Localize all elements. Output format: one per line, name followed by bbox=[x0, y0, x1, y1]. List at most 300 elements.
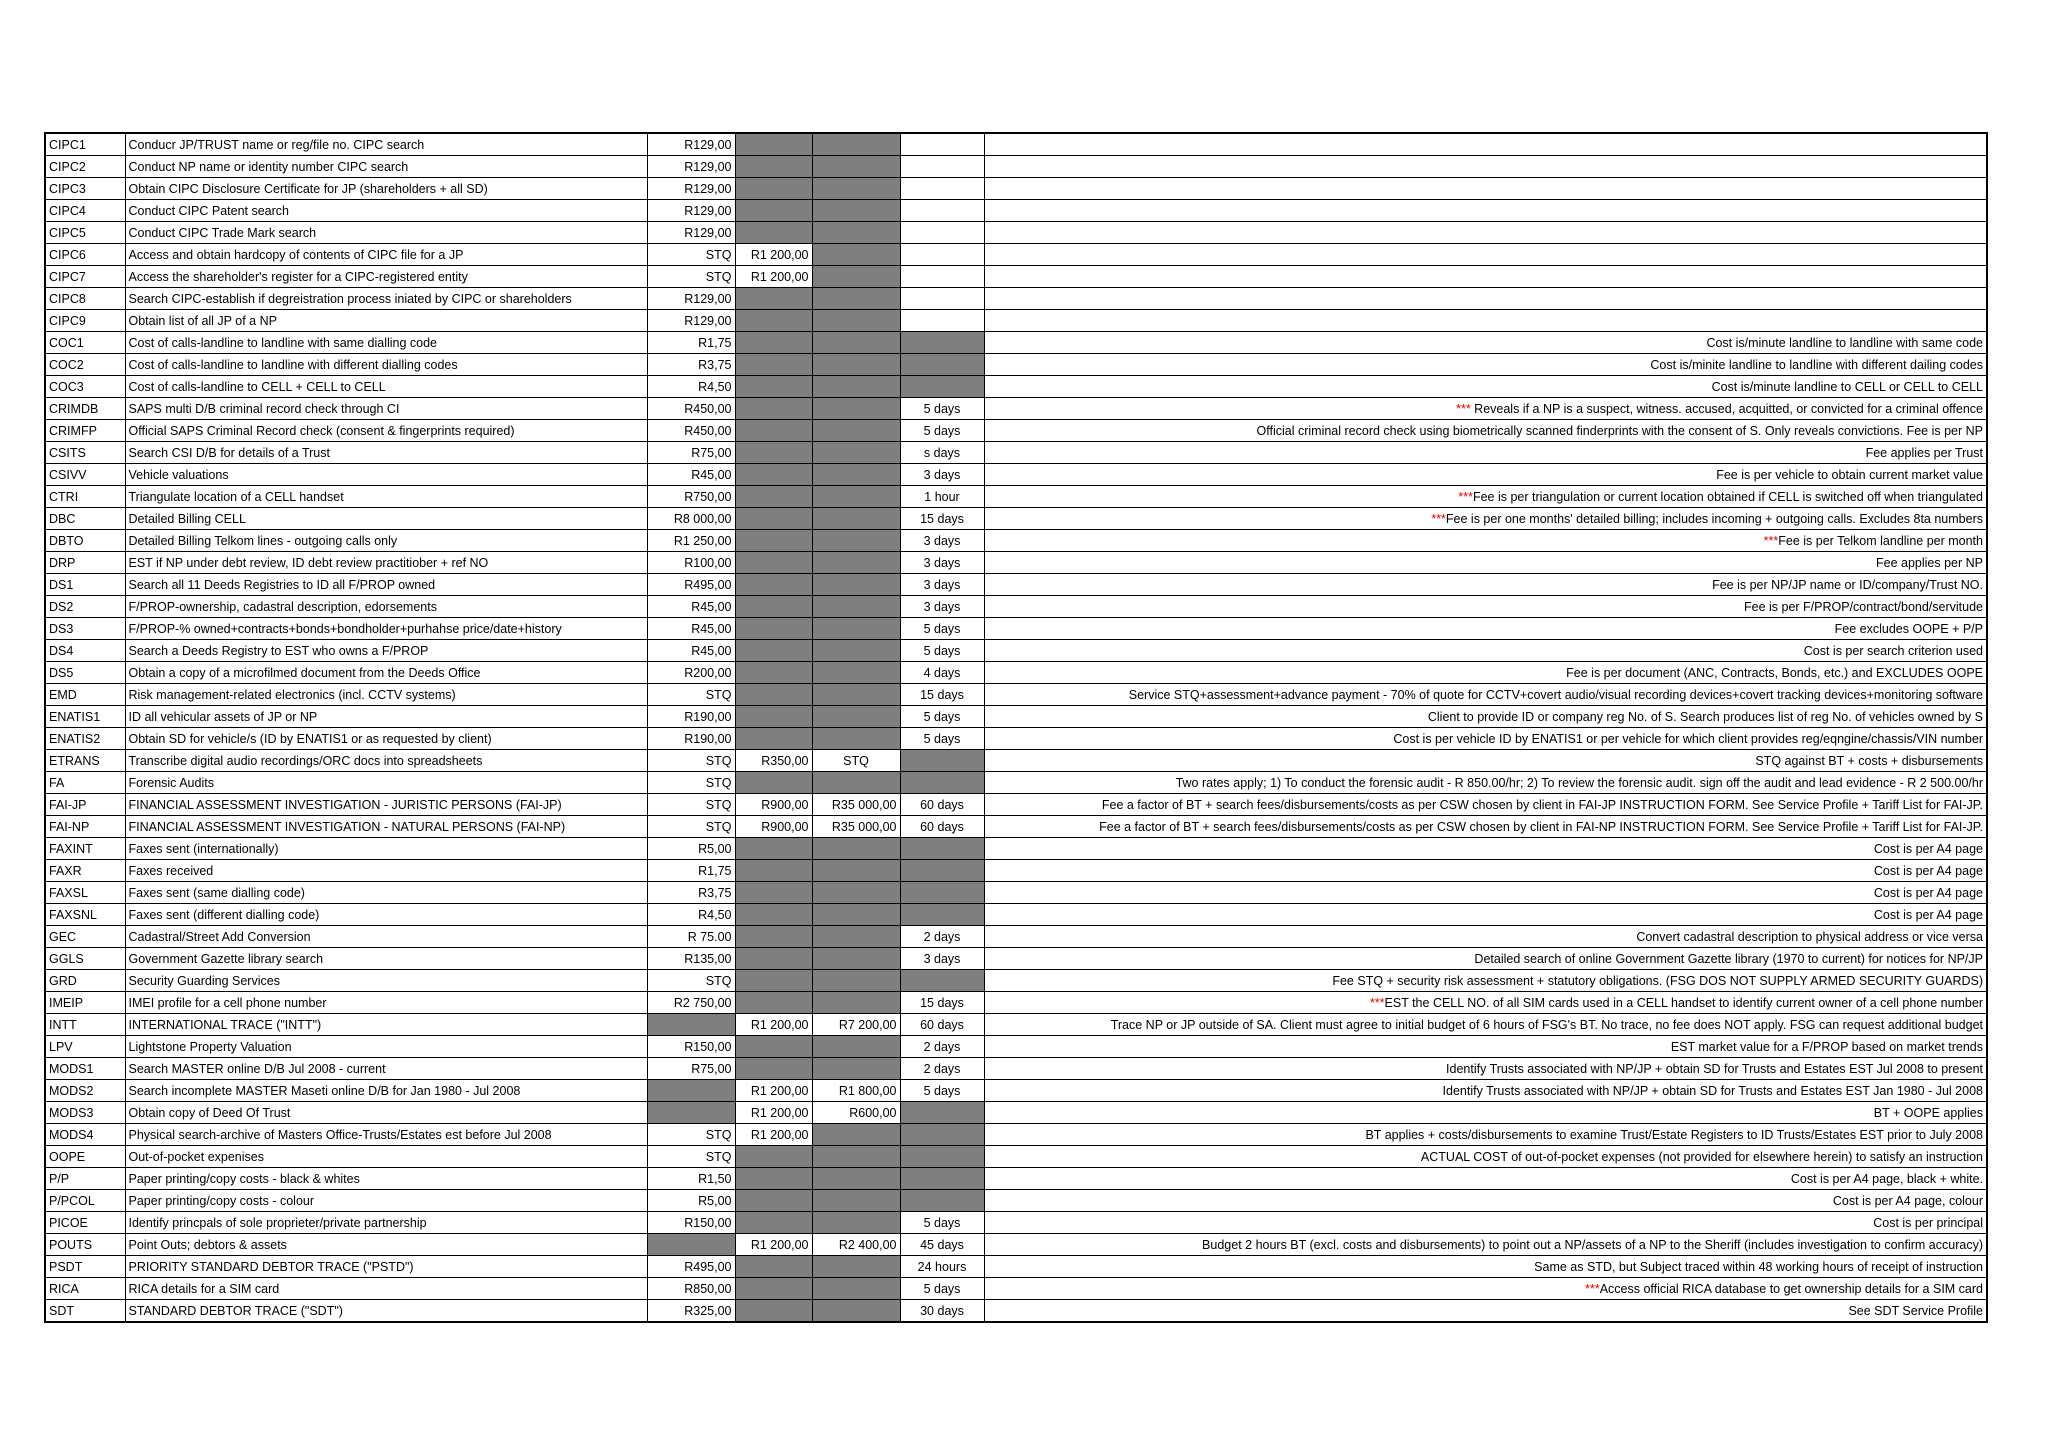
cell-rate: R150,00 bbox=[647, 1036, 735, 1058]
cell-turnaround bbox=[900, 133, 984, 156]
cell-rate-2 bbox=[735, 1212, 812, 1234]
cell-rate: STQ bbox=[647, 266, 735, 288]
cell-turnaround bbox=[900, 772, 984, 794]
cell-rate-2 bbox=[735, 398, 812, 420]
cell-note bbox=[984, 1058, 1987, 1080]
cell-note bbox=[984, 552, 1987, 574]
cell-turnaround bbox=[900, 1146, 984, 1168]
note-text: Convert cadastral description to physical address or vice versa bbox=[1636, 929, 1983, 944]
note-text: Fee is per document (ANC, Contracts, Bonds, etc.) and EXCLUDES OOPE bbox=[1566, 665, 1983, 680]
table-row bbox=[45, 332, 1987, 354]
table-row bbox=[45, 244, 1987, 266]
cell-code: CIPC9 bbox=[45, 310, 125, 332]
cell-description: F/PROP-% owned+contracts+bonds+bondholder+purhahse price/date+history bbox=[125, 618, 647, 640]
table-row bbox=[45, 706, 1987, 728]
table-row bbox=[45, 530, 1987, 552]
cell-rate: R75,00 bbox=[647, 1058, 735, 1080]
cell-rate-3: R1 800,00 bbox=[812, 1080, 900, 1102]
cell-description: Detailed Billing CELL bbox=[125, 508, 647, 530]
cell-code: DS3 bbox=[45, 618, 125, 640]
cell-rate: R75,00 bbox=[647, 442, 735, 464]
cell-note bbox=[984, 618, 1987, 640]
cell-code: CSIVV bbox=[45, 464, 125, 486]
note-text: Fee is per vehicle to obtain current market value bbox=[1716, 467, 1983, 482]
cell-rate: R3,75 bbox=[647, 882, 735, 904]
cell-turnaround: 5 days bbox=[900, 1080, 984, 1102]
cell-rate-2 bbox=[735, 596, 812, 618]
cell-description: INTERNATIONAL TRACE ("INTT") bbox=[125, 1014, 647, 1036]
cell-rate-2 bbox=[735, 574, 812, 596]
cell-note bbox=[984, 420, 1987, 442]
cell-rate-2 bbox=[735, 354, 812, 376]
cell-note bbox=[984, 178, 1987, 200]
cell-description: FINANCIAL ASSESSMENT INVESTIGATION - JURISTIC PERSONS (FAI-JP) bbox=[125, 794, 647, 816]
cell-code: OOPE bbox=[45, 1146, 125, 1168]
note-text: Reveals if a NP is a suspect, witness. accused, acquitted, or convicted for a criminal offence bbox=[1470, 401, 1983, 416]
cell-turnaround bbox=[900, 200, 984, 222]
cell-turnaround: 2 days bbox=[900, 926, 984, 948]
table-row bbox=[45, 816, 1987, 838]
table-row bbox=[45, 926, 1987, 948]
cell-rate-3 bbox=[812, 354, 900, 376]
cell-code: RICA bbox=[45, 1278, 125, 1300]
note-text: Detailed search of online Government Gazette library (1970 to current) for notices for NP/JP bbox=[1474, 951, 1983, 966]
cell-description: Risk management-related electronics (incl. CCTV systems) bbox=[125, 684, 647, 706]
table-row bbox=[45, 288, 1987, 310]
cell-rate-3 bbox=[812, 1300, 900, 1323]
note-text: Fee is per F/PROP/contract/bond/servitude bbox=[1744, 599, 1983, 614]
note-text: Identify Trusts associated with NP/JP + obtain SD for Trusts and Estates EST Jul 2008 to present bbox=[1446, 1061, 1983, 1076]
cell-rate: R5,00 bbox=[647, 838, 735, 860]
cell-note bbox=[984, 684, 1987, 706]
cell-rate-2 bbox=[735, 332, 812, 354]
cell-rate: R45,00 bbox=[647, 596, 735, 618]
cell-rate-3 bbox=[812, 464, 900, 486]
cell-code: DBC bbox=[45, 508, 125, 530]
note-text: Client to provide ID or company reg No. of S. Search produces list of reg No. of vehicles owned by S bbox=[1427, 709, 1983, 724]
table-row bbox=[45, 1124, 1987, 1146]
cell-rate: R8 000,00 bbox=[647, 508, 735, 530]
cell-description: Access the shareholder's register for a CIPC-registered entity bbox=[125, 266, 647, 288]
cell-rate-2 bbox=[735, 772, 812, 794]
cell-note bbox=[984, 486, 1987, 508]
cell-description: Obtain CIPC Disclosure Certificate for JP (shareholders + all SD) bbox=[125, 178, 647, 200]
table-row bbox=[45, 750, 1987, 772]
cell-rate: R1,75 bbox=[647, 332, 735, 354]
cell-rate-2: R1 200,00 bbox=[735, 1014, 812, 1036]
cell-rate: R495,00 bbox=[647, 574, 735, 596]
cell-note bbox=[984, 464, 1987, 486]
cell-rate-2 bbox=[735, 530, 812, 552]
cell-rate: STQ bbox=[647, 772, 735, 794]
cell-rate-3 bbox=[812, 1212, 900, 1234]
cell-rate: STQ bbox=[647, 244, 735, 266]
cell-code: FA bbox=[45, 772, 125, 794]
note-text: Cost is per A4 page bbox=[1873, 841, 1983, 856]
cell-rate-3 bbox=[812, 926, 900, 948]
cell-rate-3 bbox=[812, 728, 900, 750]
cell-rate-2 bbox=[735, 1256, 812, 1278]
cell-note bbox=[984, 838, 1987, 860]
table-row bbox=[45, 200, 1987, 222]
table-row bbox=[45, 640, 1987, 662]
cell-note bbox=[984, 596, 1987, 618]
cell-rate-2 bbox=[735, 970, 812, 992]
cell-note bbox=[984, 816, 1987, 838]
cell-turnaround bbox=[900, 156, 984, 178]
cell-rate-3 bbox=[812, 684, 900, 706]
cell-note bbox=[984, 244, 1987, 266]
cell-rate: R2 750,00 bbox=[647, 992, 735, 1014]
note-asterisks: *** bbox=[1431, 511, 1446, 526]
cell-rate-3 bbox=[812, 574, 900, 596]
table-row bbox=[45, 398, 1987, 420]
cell-note bbox=[984, 508, 1987, 530]
table-row bbox=[45, 442, 1987, 464]
cell-rate: R129,00 bbox=[647, 156, 735, 178]
cell-rate: R450,00 bbox=[647, 420, 735, 442]
cell-rate-3 bbox=[812, 398, 900, 420]
cell-rate-2: R1 200,00 bbox=[735, 244, 812, 266]
cell-turnaround bbox=[900, 178, 984, 200]
cell-rate-3 bbox=[812, 310, 900, 332]
cell-code: GGLS bbox=[45, 948, 125, 970]
cell-code: COC2 bbox=[45, 354, 125, 376]
cell-code: CIPC1 bbox=[45, 133, 125, 156]
cell-rate-3: STQ bbox=[812, 750, 900, 772]
cell-rate-2: R1 200,00 bbox=[735, 1080, 812, 1102]
cell-note bbox=[984, 156, 1987, 178]
table-row bbox=[45, 552, 1987, 574]
cell-rate: R129,00 bbox=[647, 222, 735, 244]
cell-rate-2 bbox=[735, 1168, 812, 1190]
cell-rate-2 bbox=[735, 508, 812, 530]
cell-description: Faxes sent (same dialling code) bbox=[125, 882, 647, 904]
cell-rate: R190,00 bbox=[647, 728, 735, 750]
cell-code: IMEIP bbox=[45, 992, 125, 1014]
tariff-table bbox=[44, 132, 1988, 1323]
cell-rate-2 bbox=[735, 222, 812, 244]
cell-code: CSITS bbox=[45, 442, 125, 464]
note-text: BT applies + costs/disbursements to examine Trust/Estate Registers to ID Trusts/Estates EST prior to July 2008 bbox=[1365, 1127, 1983, 1142]
cell-rate-2 bbox=[735, 178, 812, 200]
cell-description: Conduct CIPC Patent search bbox=[125, 200, 647, 222]
cell-turnaround bbox=[900, 860, 984, 882]
cell-turnaround bbox=[900, 882, 984, 904]
cell-description: Lightstone Property Valuation bbox=[125, 1036, 647, 1058]
cell-note bbox=[984, 662, 1987, 684]
cell-description: Conducr JP/TRUST name or reg/file no. CIPC search bbox=[125, 133, 647, 156]
cell-rate bbox=[647, 1014, 735, 1036]
cell-turnaround: 5 days bbox=[900, 420, 984, 442]
cell-description: SAPS multi D/B criminal record check through CI bbox=[125, 398, 647, 420]
cell-rate-3: R35 000,00 bbox=[812, 794, 900, 816]
cell-rate-3 bbox=[812, 508, 900, 530]
cell-rate: R1 250,00 bbox=[647, 530, 735, 552]
cell-rate: STQ bbox=[647, 1146, 735, 1168]
cell-note bbox=[984, 772, 1987, 794]
cell-code: FAI-NP bbox=[45, 816, 125, 838]
note-text: Fee is per triangulation or current location obtained if CELL is switched off when triangulated bbox=[1472, 489, 1983, 504]
cell-note bbox=[984, 442, 1987, 464]
note-text: Fee applies per Trust bbox=[1865, 445, 1983, 460]
note-text: ACTUAL COST of out-of-pocket expenses (not provided for elsewhere herein) to satisfy an instruction bbox=[1420, 1149, 1983, 1164]
note-text: Cost is per A4 page bbox=[1873, 863, 1983, 878]
table-row bbox=[45, 508, 1987, 530]
cell-turnaround bbox=[900, 970, 984, 992]
cell-rate-2: R1 200,00 bbox=[735, 1234, 812, 1256]
table-row bbox=[45, 133, 1987, 156]
table-row bbox=[45, 1102, 1987, 1124]
cell-turnaround bbox=[900, 332, 984, 354]
note-text: Cost is per principal bbox=[1873, 1215, 1983, 1230]
cell-description: Physical search-archive of Masters Office-Trusts/Estates est before Jul 2008 bbox=[125, 1124, 647, 1146]
table-row bbox=[45, 1234, 1987, 1256]
cell-note bbox=[984, 750, 1987, 772]
note-text: Cost is per search criterion used bbox=[1803, 643, 1983, 658]
table-row bbox=[45, 882, 1987, 904]
cell-rate: STQ bbox=[647, 794, 735, 816]
table-row bbox=[45, 1146, 1987, 1168]
cell-turnaround: 60 days bbox=[900, 1014, 984, 1036]
cell-rate: R 75.00 bbox=[647, 926, 735, 948]
cell-note bbox=[984, 794, 1987, 816]
cell-note bbox=[984, 200, 1987, 222]
cell-code: LPV bbox=[45, 1036, 125, 1058]
cell-code: MODS4 bbox=[45, 1124, 125, 1146]
cell-rate: R129,00 bbox=[647, 288, 735, 310]
note-text: Cost is per A4 page, black + white. bbox=[1790, 1171, 1983, 1186]
cell-rate: STQ bbox=[647, 970, 735, 992]
cell-code: FAXSL bbox=[45, 882, 125, 904]
note-text: Trace NP or JP outside of SA. Client must agree to initial budget of 6 hours of FSG's BT. No trace, no fee does NOT apply. FSG can request additional budget bbox=[1110, 1017, 1983, 1032]
table-row bbox=[45, 464, 1987, 486]
note-text: Official criminal record check using biometrically scanned finderprints with the consent of S. Only reveals convictions. Fee is per NP bbox=[1256, 423, 1983, 438]
cell-rate: R45,00 bbox=[647, 618, 735, 640]
cell-rate-2: R1 200,00 bbox=[735, 1102, 812, 1124]
cell-turnaround: 15 days bbox=[900, 992, 984, 1014]
cell-note bbox=[984, 1124, 1987, 1146]
cell-rate: R129,00 bbox=[647, 310, 735, 332]
cell-description: Faxes sent (internationally) bbox=[125, 838, 647, 860]
note-text: Cost is/minite landline to landline with different dailing codes bbox=[1650, 357, 1983, 372]
cell-rate-2 bbox=[735, 904, 812, 926]
cell-rate-3 bbox=[812, 222, 900, 244]
cell-code: INTT bbox=[45, 1014, 125, 1036]
cell-rate-3 bbox=[812, 772, 900, 794]
table-row bbox=[45, 904, 1987, 926]
cell-rate-2 bbox=[735, 706, 812, 728]
cell-rate-3 bbox=[812, 530, 900, 552]
cell-code: MODS3 bbox=[45, 1102, 125, 1124]
cell-rate-2: R900,00 bbox=[735, 794, 812, 816]
cell-rate-3 bbox=[812, 882, 900, 904]
cell-rate-2 bbox=[735, 838, 812, 860]
cell-code: ETRANS bbox=[45, 750, 125, 772]
cell-turnaround bbox=[900, 376, 984, 398]
cell-code: PSDT bbox=[45, 1256, 125, 1278]
cell-description: FINANCIAL ASSESSMENT INVESTIGATION - NATURAL PERSONS (FAI-NP) bbox=[125, 816, 647, 838]
cell-rate-3 bbox=[812, 992, 900, 1014]
cell-code: FAXR bbox=[45, 860, 125, 882]
cell-description: Search CIPC-establish if degreistration process iniated by CIPC or shareholders bbox=[125, 288, 647, 310]
cell-description: Triangulate location of a CELL handset bbox=[125, 486, 647, 508]
cell-rate-3 bbox=[812, 1146, 900, 1168]
cell-code: SDT bbox=[45, 1300, 125, 1323]
cell-rate: R325,00 bbox=[647, 1300, 735, 1323]
cell-code: CIPC3 bbox=[45, 178, 125, 200]
cell-description: F/PROP-ownership, cadastral description, edorsements bbox=[125, 596, 647, 618]
cell-rate-2: R1 200,00 bbox=[735, 266, 812, 288]
tariff-table-body bbox=[45, 133, 1987, 1322]
cell-rate-3 bbox=[812, 552, 900, 574]
cell-rate: R4,50 bbox=[647, 376, 735, 398]
cell-description: Search incomplete MASTER Maseti online D/B for Jan 1980 - Jul 2008 bbox=[125, 1080, 647, 1102]
cell-description: Faxes sent (different dialling code) bbox=[125, 904, 647, 926]
note-text: Cost is per A4 page, colour bbox=[1832, 1193, 1983, 1208]
cell-rate: R3,75 bbox=[647, 354, 735, 376]
table-row bbox=[45, 222, 1987, 244]
cell-rate-2 bbox=[735, 684, 812, 706]
cell-rate-3 bbox=[812, 420, 900, 442]
cell-rate-2 bbox=[735, 420, 812, 442]
cell-note bbox=[984, 926, 1987, 948]
table-row bbox=[45, 178, 1987, 200]
cell-description: Cadastral/Street Add Conversion bbox=[125, 926, 647, 948]
cell-rate-3 bbox=[812, 156, 900, 178]
cell-rate-2 bbox=[735, 442, 812, 464]
cell-rate-2 bbox=[735, 728, 812, 750]
cell-rate-3 bbox=[812, 133, 900, 156]
cell-note bbox=[984, 882, 1987, 904]
table-row bbox=[45, 1058, 1987, 1080]
cell-description: Search MASTER online D/B Jul 2008 - current bbox=[125, 1058, 647, 1080]
note-text: Cost is per vehicle ID by ENATIS1 or per vehicle for which client provides reg/eqngine/chassis/VIN number bbox=[1393, 731, 1983, 746]
cell-note bbox=[984, 1256, 1987, 1278]
table-row bbox=[45, 1036, 1987, 1058]
cell-rate-3: R7 200,00 bbox=[812, 1014, 900, 1036]
cell-description: Vehicle valuations bbox=[125, 464, 647, 486]
cell-turnaround: 2 days bbox=[900, 1036, 984, 1058]
cell-code: DS2 bbox=[45, 596, 125, 618]
cell-rate-3 bbox=[812, 1278, 900, 1300]
cell-note bbox=[984, 1300, 1987, 1323]
cell-note bbox=[984, 1168, 1987, 1190]
cell-rate-3 bbox=[812, 904, 900, 926]
cell-description: Paper printing/copy costs - colour bbox=[125, 1190, 647, 1212]
table-row bbox=[45, 266, 1987, 288]
cell-note bbox=[984, 1102, 1987, 1124]
cell-description: EST if NP under debt review, ID debt review practitiober + ref NO bbox=[125, 552, 647, 574]
cell-turnaround bbox=[900, 222, 984, 244]
cell-rate-2 bbox=[735, 1278, 812, 1300]
cell-rate-3 bbox=[812, 288, 900, 310]
cell-code: CRIMDB bbox=[45, 398, 125, 420]
cell-code: CRIMFP bbox=[45, 420, 125, 442]
cell-rate-2 bbox=[735, 992, 812, 1014]
cell-description: Obtain SD for vehicle/s (ID by ENATIS1 or as requested by client) bbox=[125, 728, 647, 750]
cell-turnaround: 24 hours bbox=[900, 1256, 984, 1278]
cell-rate-3 bbox=[812, 948, 900, 970]
table-row bbox=[45, 354, 1987, 376]
table-row bbox=[45, 948, 1987, 970]
note-text: Two rates apply; 1) To conduct the forensic audit - R 850.00/hr; 2) To review the forensic audit. sign off the audit and lead evidence - R 2 500.00/hr bbox=[1175, 775, 1983, 790]
cell-turnaround: 3 days bbox=[900, 574, 984, 596]
note-text: Service STQ+assessment+advance payment - 70% of quote for CCTV+covert audio/visual recording devices+covert tracking devices+monitoring software bbox=[1128, 687, 1983, 702]
cell-rate-3 bbox=[812, 640, 900, 662]
cell-rate-3 bbox=[812, 618, 900, 640]
note-text: Same as STD, but Subject traced within 48 working hours of receipt of instruction bbox=[1534, 1259, 1983, 1274]
cell-description: Search a Deeds Registry to EST who owns a F/PROP bbox=[125, 640, 647, 662]
cell-turnaround bbox=[900, 1190, 984, 1212]
cell-note bbox=[984, 1212, 1987, 1234]
table-row bbox=[45, 1080, 1987, 1102]
cell-description: RICA details for a SIM card bbox=[125, 1278, 647, 1300]
table-row bbox=[45, 662, 1987, 684]
cell-rate-2 bbox=[735, 288, 812, 310]
cell-rate-2 bbox=[735, 640, 812, 662]
cell-turnaround: 5 days bbox=[900, 1278, 984, 1300]
cell-rate-3 bbox=[812, 200, 900, 222]
cell-rate-3 bbox=[812, 178, 900, 200]
table-row bbox=[45, 1278, 1987, 1300]
note-asterisks: *** bbox=[1369, 995, 1385, 1010]
cell-turnaround bbox=[900, 1124, 984, 1146]
table-row bbox=[45, 574, 1987, 596]
note-text: Cost is per A4 page bbox=[1873, 907, 1983, 922]
cell-description: Conduct NP name or identity number CIPC search bbox=[125, 156, 647, 178]
note-text: Identify Trusts associated with NP/JP + obtain SD for Trusts and Estates EST Jan 1980 - Jul 2008 bbox=[1442, 1083, 1983, 1098]
cell-code: P/PCOL bbox=[45, 1190, 125, 1212]
cell-description: Security Guarding Services bbox=[125, 970, 647, 992]
cell-code: CIPC4 bbox=[45, 200, 125, 222]
cell-turnaround: 15 days bbox=[900, 508, 984, 530]
cell-rate: R45,00 bbox=[647, 640, 735, 662]
cell-turnaround bbox=[900, 266, 984, 288]
cell-rate-2 bbox=[735, 464, 812, 486]
cell-code: FAXINT bbox=[45, 838, 125, 860]
note-text: EST the CELL NO. of all SIM cards used in a CELL handset to identify current owner of a cell phone number bbox=[1384, 995, 1983, 1010]
cell-rate-2 bbox=[735, 1058, 812, 1080]
cell-code: DBTO bbox=[45, 530, 125, 552]
note-text: Fee excludes OOPE + P/P bbox=[1834, 621, 1983, 636]
cell-note bbox=[984, 1190, 1987, 1212]
cell-turnaround: 2 days bbox=[900, 1058, 984, 1080]
cell-note bbox=[984, 640, 1987, 662]
table-row bbox=[45, 1256, 1987, 1278]
cell-code: CIPC7 bbox=[45, 266, 125, 288]
note-text: Cost is/minute landline to landline with same code bbox=[1706, 335, 1983, 350]
cell-rate: R1,50 bbox=[647, 1168, 735, 1190]
cell-rate-2: R1 200,00 bbox=[735, 1124, 812, 1146]
cell-rate-2 bbox=[735, 860, 812, 882]
cell-rate: R150,00 bbox=[647, 1212, 735, 1234]
cell-description: IMEI profile for a cell phone number bbox=[125, 992, 647, 1014]
cell-note bbox=[984, 376, 1987, 398]
cell-description: Search CSI D/B for details of a Trust bbox=[125, 442, 647, 464]
note-text: Cost is per A4 page bbox=[1873, 885, 1983, 900]
cell-turnaround: 5 days bbox=[900, 706, 984, 728]
table-row bbox=[45, 376, 1987, 398]
cell-rate-3 bbox=[812, 1168, 900, 1190]
cell-turnaround bbox=[900, 838, 984, 860]
cell-rate: R450,00 bbox=[647, 398, 735, 420]
cell-rate: R850,00 bbox=[647, 1278, 735, 1300]
note-text: Budget 2 hours BT (excl. costs and disbursements) to point out a NP/assets of a NP to the Sheriff (includes investigation to confirm accuracy) bbox=[1202, 1237, 1983, 1252]
cell-rate bbox=[647, 1080, 735, 1102]
cell-rate: R100,00 bbox=[647, 552, 735, 574]
cell-note bbox=[984, 1234, 1987, 1256]
